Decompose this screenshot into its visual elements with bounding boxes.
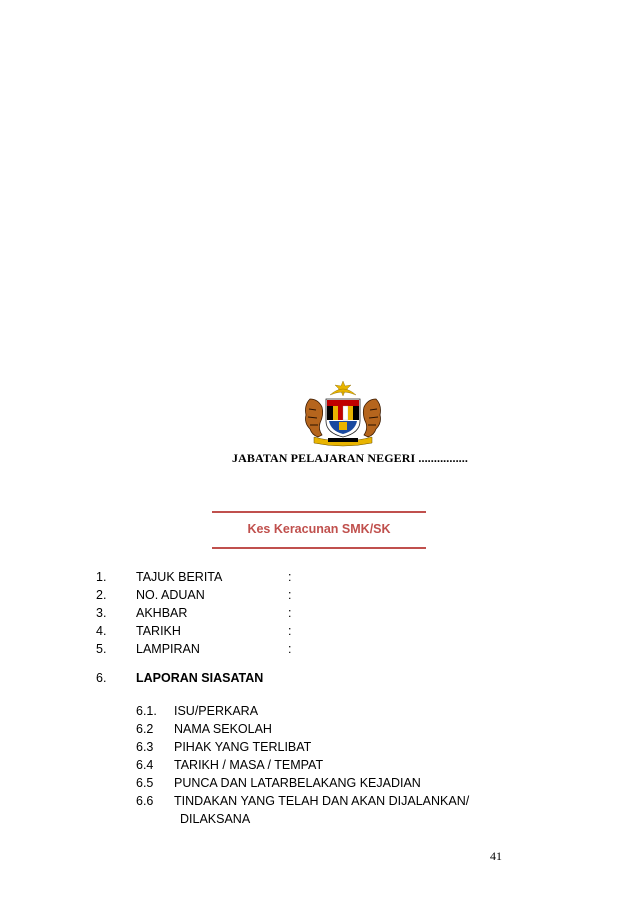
field-label: AKHBAR	[136, 606, 188, 620]
field-number: 1.	[96, 570, 107, 584]
field-number: 4.	[96, 624, 107, 638]
item-label: TINDAKAN YANG TELAH DAN AKAN DIJALANKAN/	[174, 794, 470, 808]
case-title-top-rule	[212, 511, 426, 513]
item-label: TARIKH / MASA / TEMPAT	[174, 758, 324, 772]
page-number: 41	[490, 849, 502, 863]
case-title: Kes Keracunan SMK/SK	[247, 522, 391, 536]
item-number: 6.2	[136, 722, 154, 736]
field-number: 3.	[96, 606, 107, 620]
field-label: LAMPIRAN	[136, 642, 200, 656]
field-colon: :	[288, 624, 292, 638]
case-title-bottom-rule	[212, 547, 426, 549]
department-title: JABATAN PELAJARAN NEGERI ................	[231, 451, 468, 465]
field-label: TARIKH	[136, 624, 181, 638]
field-colon: :	[288, 642, 292, 656]
field-number: 5.	[96, 642, 107, 656]
section-title: LAPORAN SIASATAN	[136, 671, 264, 685]
field-colon: :	[288, 588, 292, 602]
field-colon: :	[288, 570, 292, 584]
malaysia-coat-of-arms-icon	[300, 379, 386, 447]
field-number: 2.	[96, 588, 107, 602]
section-number: 6.	[96, 671, 107, 685]
item-number: 6.6	[136, 794, 154, 808]
item-number: 6.5	[136, 776, 154, 790]
item-number: 6.1.	[136, 704, 157, 718]
item-label: NAMA SEKOLAH	[174, 722, 272, 736]
item-number: 6.3	[136, 740, 154, 754]
item-number: 6.4	[136, 758, 154, 772]
field-colon: :	[288, 606, 292, 620]
item-label: ISU/PERKARA	[174, 704, 259, 718]
field-label: TAJUK BERITA	[136, 570, 223, 584]
field-label: NO. ADUAN	[136, 588, 205, 602]
item-label: PIHAK YANG TERLIBAT	[174, 740, 312, 754]
item-label: PUNCA DAN LATARBELAKANG KEJADIAN	[174, 776, 421, 790]
item-label-continuation: DILAKSANA	[180, 812, 251, 826]
